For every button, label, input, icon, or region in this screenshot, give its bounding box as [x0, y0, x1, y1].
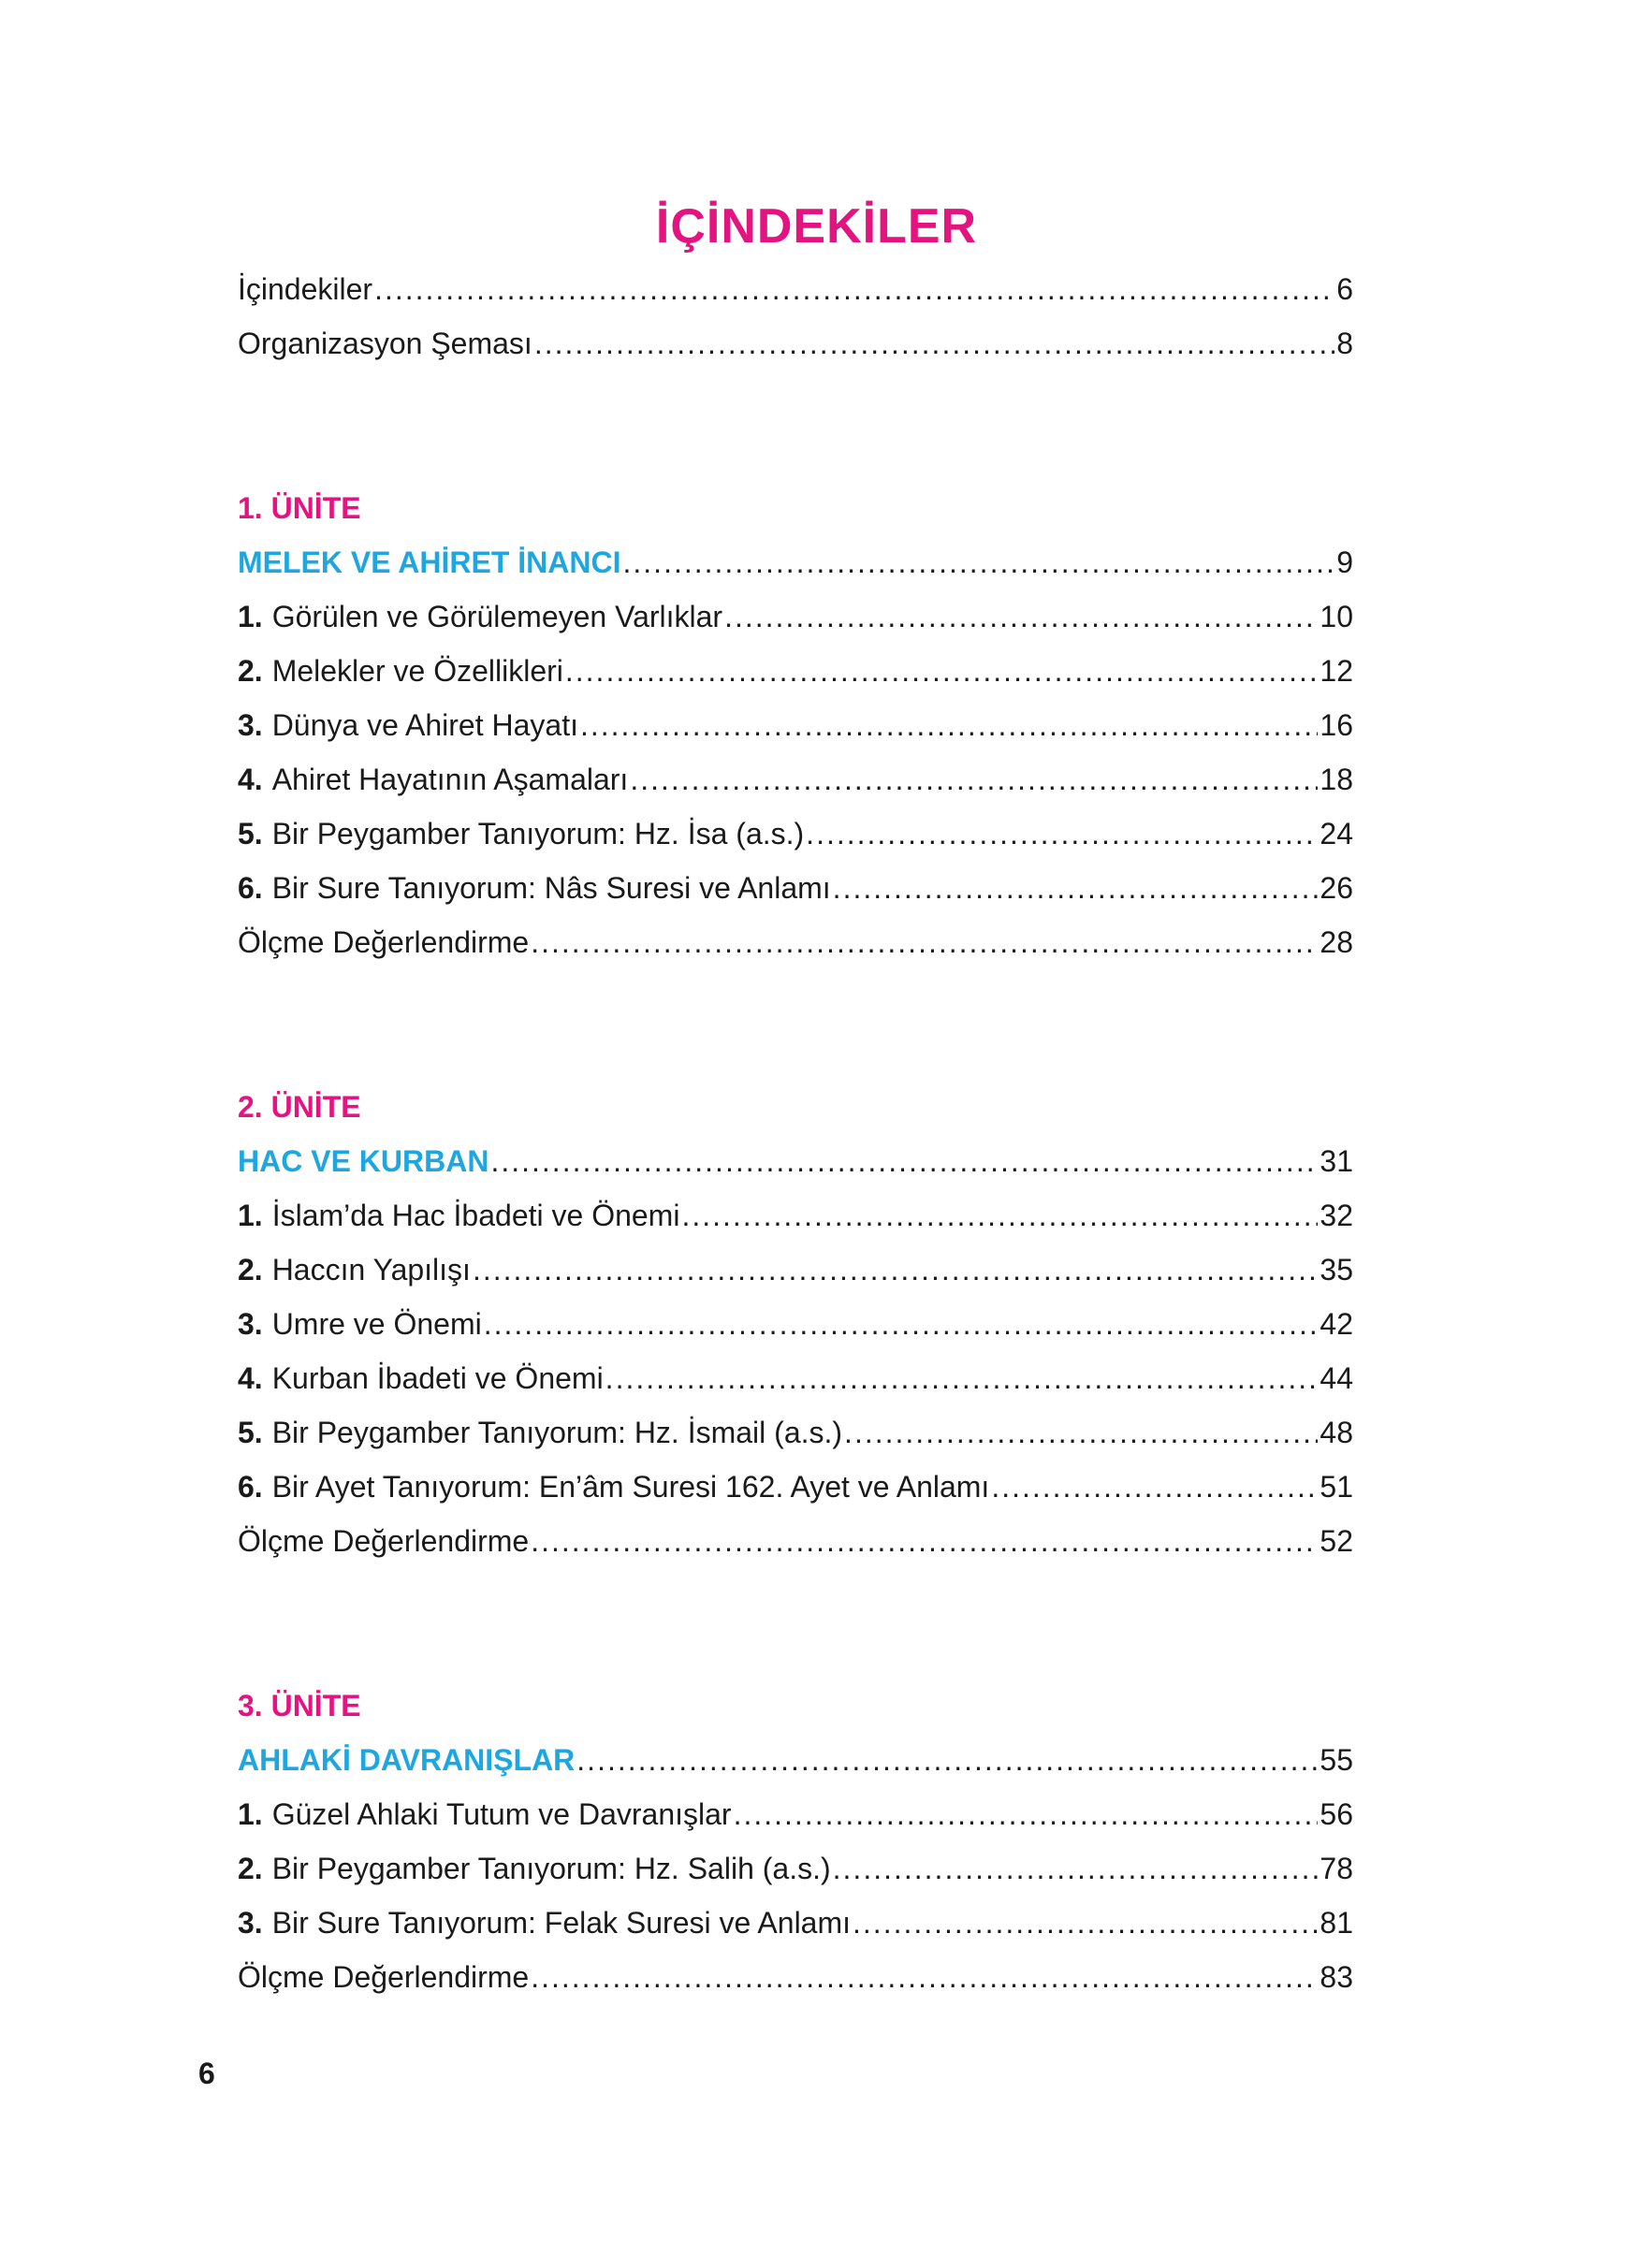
toc-entry-number: 3. — [238, 708, 263, 742]
toc-entry[interactable] — [238, 704, 1353, 747]
toc-entry-assessment[interactable] — [238, 921, 1353, 964]
toc-entry-number: 4. — [238, 763, 263, 796]
toc-entry[interactable] — [238, 812, 1353, 855]
dot-leader — [833, 1847, 1319, 1890]
toc-entry-page: 9 — [1336, 545, 1353, 579]
toc-entry-number: 5. — [238, 1416, 263, 1449]
toc-entry-label: Ölçme Değerlendirme — [238, 1524, 530, 1558]
dot-leader — [531, 1955, 1318, 1999]
toc-entry-number: 2. — [238, 1253, 263, 1287]
toc-entry-assessment[interactable] — [238, 1955, 1353, 1999]
dot-leader — [806, 812, 1318, 855]
toc-entry-label: Haccın Yapılışı — [271, 1253, 471, 1287]
dot-leader — [565, 649, 1319, 692]
toc-entry-label: Bir Peygamber Tanıyorum: Hz. İsmail (a.s.) — [271, 1416, 843, 1449]
toc-entry-label: İçindekiler — [238, 272, 373, 306]
toc-entry-page: 18 — [1320, 763, 1353, 796]
toc-entry-label: Organizasyon Şeması — [238, 327, 532, 360]
toc-entry-label: Bir Sure Tanıyorum: Felak Suresi ve Anlamı — [271, 1906, 852, 1940]
page-title: İÇİNDEKİLER — [655, 199, 978, 254]
toc-entry-page: 44 — [1320, 1361, 1353, 1395]
toc-entry[interactable] — [238, 1302, 1353, 1345]
dot-leader — [991, 1465, 1318, 1508]
toc-entry-page: 78 — [1320, 1852, 1353, 1885]
dot-leader — [681, 1194, 1318, 1237]
toc-entry-page: 81 — [1320, 1906, 1353, 1940]
toc-entry-page: 28 — [1320, 925, 1353, 959]
toc-entry-label: Melekler ve Özellikleri — [271, 654, 563, 688]
toc-entry-label: Ölçme Değerlendirme — [238, 925, 530, 959]
dot-leader — [833, 866, 1319, 909]
dot-leader — [605, 1357, 1319, 1400]
unit-title: MELEK VE AHİRET İNANCI — [238, 545, 621, 579]
toc-entry-page: 52 — [1320, 1524, 1353, 1558]
toc-entry-label: Görülen ve Görülemeyen Varlıklar — [271, 600, 723, 633]
toc-entry-number: 3. — [238, 1906, 263, 1940]
toc-entry-assessment[interactable] — [238, 1519, 1353, 1563]
dot-leader — [374, 268, 1334, 311]
toc-entry-page: 16 — [1320, 708, 1353, 742]
toc-entry-page: 55 — [1320, 1743, 1353, 1777]
unit-3-title-entry[interactable] — [238, 1738, 1353, 1781]
dot-leader — [724, 595, 1318, 638]
dot-leader — [531, 921, 1318, 964]
dot-leader — [630, 758, 1318, 801]
toc-entry-contents[interactable] — [238, 268, 1353, 311]
dot-leader — [473, 1248, 1318, 1291]
dot-leader — [484, 1302, 1319, 1345]
toc-entry-page: 35 — [1320, 1253, 1353, 1287]
toc-entry-label: İslam’da Hac İbadeti ve Önemi — [271, 1199, 680, 1232]
dot-leader — [531, 1519, 1318, 1563]
toc-entry-label: Bir Peygamber Tanıyorum: Hz. Salih (a.s.) — [271, 1852, 831, 1885]
toc-entry-label: Güzel Ahlaki Tutum ve Davranışlar — [271, 1797, 732, 1831]
toc-entry-page: 42 — [1320, 1307, 1353, 1341]
toc-entry-number: 6. — [238, 871, 263, 905]
dot-leader — [734, 1793, 1319, 1836]
toc-entry-label: Ahiret Hayatının Aşamaları — [271, 763, 629, 796]
dot-leader — [853, 1901, 1318, 1944]
unit-title: AHLAKİ DAVRANIŞLAR — [238, 1743, 576, 1777]
unit-1-title-entry[interactable] — [238, 541, 1353, 584]
unit-2-title-entry[interactable] — [238, 1140, 1353, 1183]
toc-entry[interactable] — [238, 1411, 1353, 1454]
toc-entry-number: 1. — [238, 1797, 263, 1831]
toc-entry[interactable] — [238, 1248, 1353, 1291]
unit-3-label: 3. ÜNİTE — [238, 1689, 361, 1723]
unit-title: HAC VE KURBAN — [238, 1144, 489, 1178]
toc-entry-number: 2. — [238, 654, 263, 688]
toc-entry-number: 5. — [238, 817, 263, 850]
toc-entry-page: 32 — [1320, 1199, 1353, 1232]
toc-entry-label: Kurban İbadeti ve Önemi — [271, 1361, 604, 1395]
dot-leader — [534, 322, 1334, 365]
toc-entry-number: 2. — [238, 1852, 263, 1885]
toc-entry-page: 12 — [1320, 654, 1353, 688]
toc-entry-number: 1. — [238, 1199, 263, 1232]
toc-entry[interactable] — [238, 1465, 1353, 1508]
dot-leader — [844, 1411, 1318, 1454]
page-number: 6 — [198, 2057, 215, 2090]
toc-entry-page: 83 — [1320, 1960, 1353, 1994]
toc-entry[interactable] — [238, 866, 1353, 909]
toc-entry-label: Dünya ve Ahiret Hayatı — [271, 708, 578, 742]
toc-entry[interactable] — [238, 595, 1353, 638]
toc-entry-label: Bir Peygamber Tanıyorum: Hz. İsa (a.s.) — [271, 817, 805, 850]
toc-entry-page: 6 — [1336, 272, 1353, 306]
toc-entry-label: Umre ve Önemi — [271, 1307, 482, 1341]
toc-entry-org-chart[interactable] — [238, 322, 1353, 365]
dot-leader — [623, 541, 1335, 584]
dot-leader — [580, 704, 1318, 747]
unit-2-label: 2. ÜNİTE — [238, 1090, 361, 1124]
toc-entry-number: 1. — [238, 600, 263, 633]
toc-entry[interactable] — [238, 1357, 1353, 1400]
toc-entry-label: Bir Ayet Tanıyorum: En’âm Suresi 162. Ayet ve Anlamı — [271, 1470, 990, 1504]
toc-entry-number: 4. — [238, 1361, 263, 1395]
toc-entry-number: 6. — [238, 1470, 263, 1504]
toc-entry[interactable] — [238, 1901, 1353, 1944]
toc-entry-page: 31 — [1320, 1144, 1353, 1178]
toc-entry-page: 26 — [1320, 871, 1353, 905]
unit-1-label: 1. ÜNİTE — [238, 491, 361, 525]
dot-leader — [490, 1140, 1318, 1183]
toc-entry-page: 51 — [1320, 1470, 1353, 1504]
toc-entry[interactable] — [238, 649, 1353, 692]
toc-entry-label: Bir Sure Tanıyorum: Nâs Suresi ve Anlamı — [271, 871, 831, 905]
toc-entry-page: 24 — [1320, 817, 1353, 850]
toc-entry-number: 3. — [238, 1307, 263, 1341]
toc-entry[interactable] — [238, 1194, 1353, 1237]
toc-entry[interactable] — [238, 1793, 1353, 1836]
toc-entry-page: 10 — [1320, 600, 1353, 633]
toc-entry-label: Ölçme Değerlendirme — [238, 1960, 530, 1994]
toc-entry[interactable] — [238, 758, 1353, 801]
toc-entry-page: 56 — [1320, 1797, 1353, 1831]
toc-entry-page: 8 — [1336, 327, 1353, 360]
toc-entry[interactable] — [238, 1847, 1353, 1890]
dot-leader — [576, 1738, 1318, 1781]
toc-entry-page: 48 — [1320, 1416, 1353, 1449]
